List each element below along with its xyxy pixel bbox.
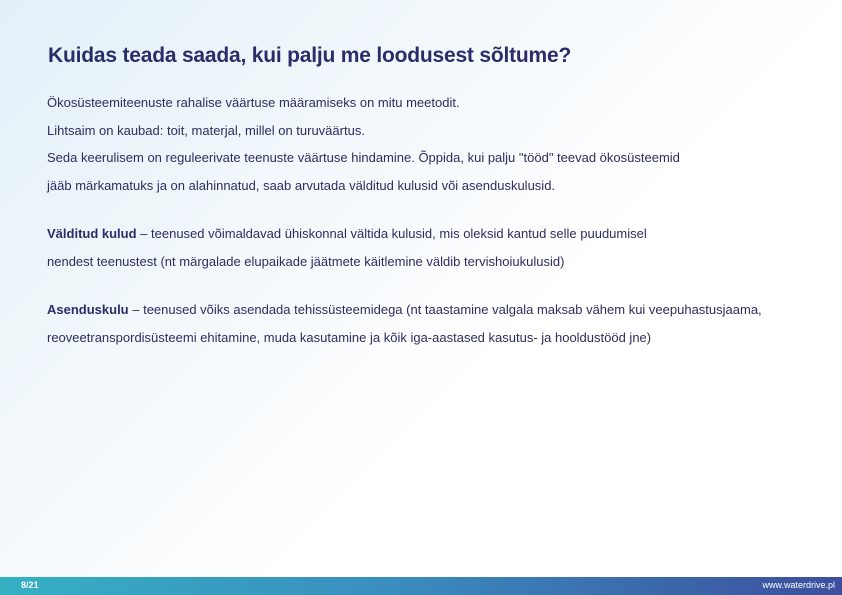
website-url[interactable]: www.waterdrive.pl xyxy=(762,580,835,590)
footer-bar xyxy=(0,577,842,595)
intro-line-2: Lihtsaim on kaubad: toit, materjal, millel on turuväärtus. xyxy=(47,122,365,138)
replacement-cost-line-2: reoveetranspordisüsteemi ehitamine, muda kasutamine ja kõik iga-aastased kasutus- ja hooldustööd jne) xyxy=(47,329,652,345)
replacement-cost-line-1 xyxy=(47,299,832,327)
avoided-costs-text: – teenused võimaldavad ühiskonnal vältida kulusid, mis oleksid kantud selle puudumisel xyxy=(136,226,647,241)
paragraph-gap xyxy=(47,278,832,299)
avoided-costs-line-2: nendest teenustest (nt märgalade elupaikade jäätmete käitlemine väldib tervishoiukulusid) xyxy=(47,253,565,269)
intro-line-1: Ökosüsteemiteenuste rahalise väärtuse määramiseks on mitu meetodit. xyxy=(47,95,460,110)
replacement-cost-text: – teenused võiks asendada tehissüsteemidega (nt taastamine valgala maksab vähem kui veepuhastusjaama, xyxy=(128,302,762,317)
paragraph-gap xyxy=(47,202,832,223)
avoided-costs-term: Välditud kulud xyxy=(47,226,137,241)
page-number: 8/21 xyxy=(21,580,39,590)
slide-content xyxy=(47,92,832,354)
avoided-costs-line-1 xyxy=(47,223,832,251)
intro-line-3: Seda keerulisem on reguleerivate teenuste väärtuse hindamine. Õppida, kui palju "tööd" teevad ökosüsteemid xyxy=(47,150,680,165)
replacement-cost-term: Asenduskulu xyxy=(47,302,129,317)
slide-title: Kuidas teada saada, kui palju me loodusest sõltume? xyxy=(48,44,572,67)
intro-line-4: jääb märkamatuks ja on alahinnatud, saab arvutada välditud kulusid või asenduskulusid. xyxy=(47,177,556,193)
